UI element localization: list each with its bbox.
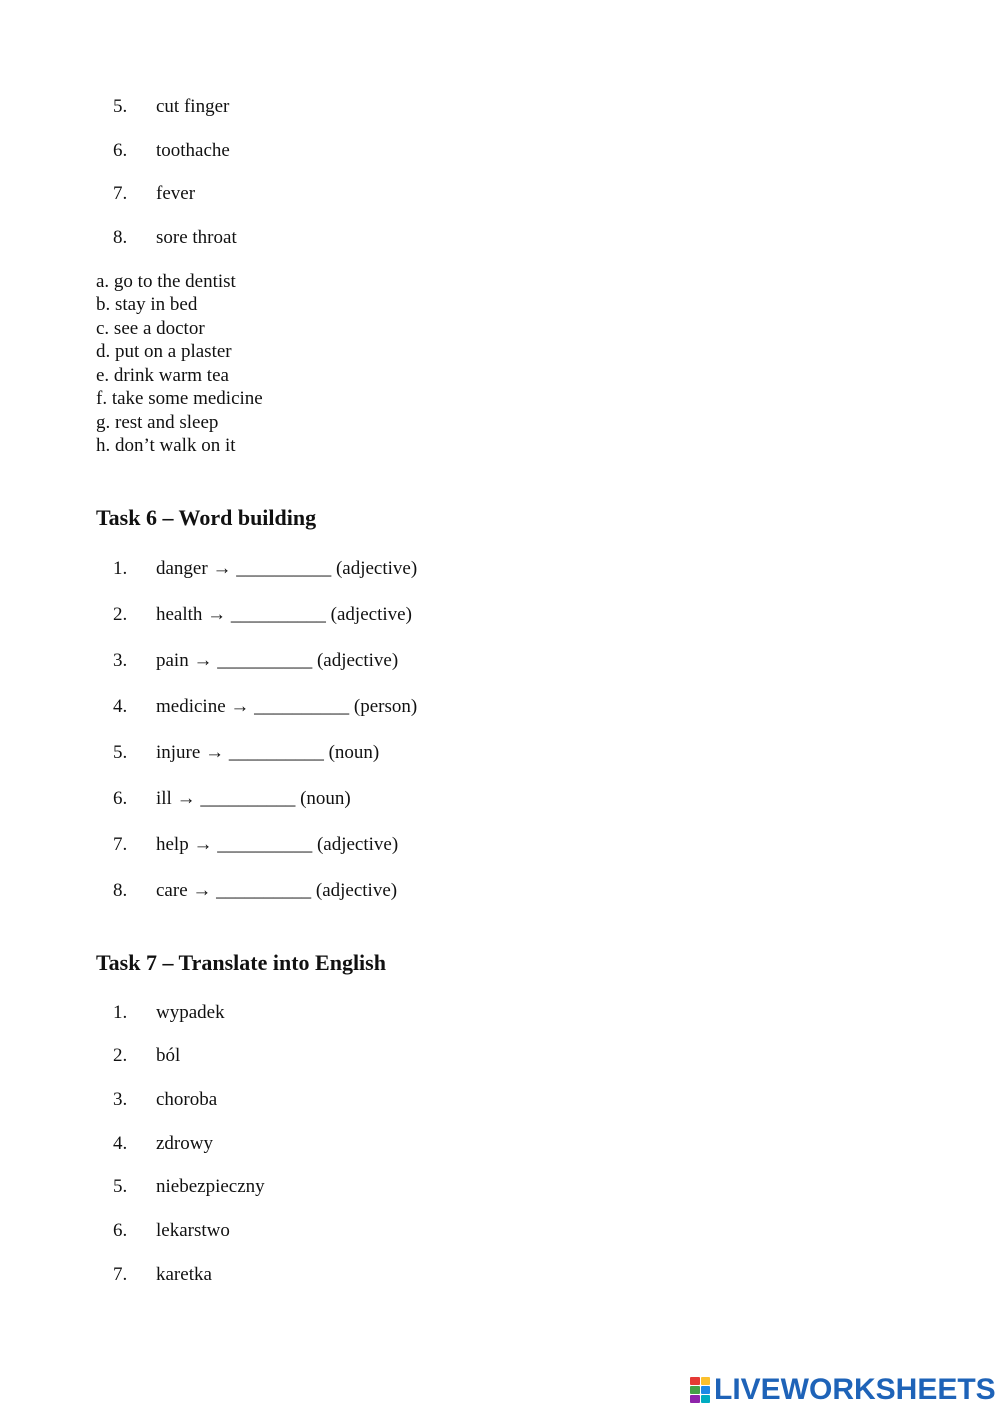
task5-item-number: 8.	[113, 227, 128, 248]
logo-tile	[701, 1395, 711, 1403]
task5-item-text: sore throat	[156, 227, 237, 248]
task6-item-number: 3.	[113, 650, 128, 671]
task7-item-text: lekarstwo	[156, 1220, 230, 1241]
logo-tile	[701, 1377, 711, 1385]
option-d: d. put on a plaster	[96, 341, 232, 362]
task7-item-number: 7.	[113, 1264, 128, 1285]
task7-item-number: 1.	[113, 1002, 128, 1023]
task6-item-text: injure → __________ (noun)	[156, 742, 380, 763]
task5-item-text: cut finger	[156, 96, 230, 117]
task7-item-text: niebezpieczny	[156, 1176, 265, 1197]
task6-item-text: medicine → __________ (person)	[156, 696, 418, 717]
task7-item-number: 6.	[113, 1220, 128, 1241]
task5-item-number: 7.	[113, 183, 128, 204]
task7-item-number: 2.	[113, 1045, 128, 1066]
task7-item-text: ból	[156, 1045, 181, 1066]
task6-item-text: danger → __________ (adjective)	[156, 558, 418, 579]
task7-item-number: 4.	[113, 1133, 128, 1154]
task7-item-number: 5.	[113, 1176, 128, 1197]
task7-item-text: zdrowy	[156, 1133, 213, 1154]
task6-item-number: 5.	[113, 742, 128, 763]
task5-item-number: 6.	[113, 140, 128, 161]
task6-item-number: 6.	[113, 788, 128, 809]
task7-heading: Task 7 – Translate into English	[96, 950, 386, 975]
task7-item-text: choroba	[156, 1089, 218, 1110]
option-g: g. rest and sleep	[96, 412, 219, 433]
option-a: a. go to the dentist	[96, 271, 236, 292]
task5-item-text: toothache	[156, 140, 230, 161]
task7-item-text: wypadek	[156, 1002, 225, 1023]
task6-item-number: 7.	[113, 834, 128, 855]
task6-item-number: 2.	[113, 604, 128, 625]
liveworksheets-logo[interactable]	[690, 1374, 996, 1406]
option-h: h. don’t walk on it	[96, 435, 236, 456]
logo-tile	[701, 1386, 711, 1394]
task7-item-text: karetka	[156, 1264, 212, 1285]
task6-heading: Task 6 – Word building	[96, 505, 317, 530]
task6-item-number: 8.	[113, 880, 128, 901]
option-e: e. drink warm tea	[96, 365, 229, 386]
option-c: c. see a doctor	[96, 318, 205, 339]
logo-tile	[690, 1386, 700, 1394]
task6-item-text: health → __________ (adjective)	[156, 604, 412, 625]
task6-item-number: 1.	[113, 558, 128, 579]
logo-tile	[690, 1395, 700, 1403]
task6-item-text: care → __________ (adjective)	[156, 880, 398, 901]
task6-item-number: 4.	[113, 696, 128, 717]
logo-mark-icon	[690, 1377, 710, 1403]
logo-text: LIVEWORKSHEETS	[714, 1373, 996, 1406]
task7-item-number: 3.	[113, 1089, 128, 1110]
logo-tile	[690, 1377, 700, 1385]
task6-item-text: ill → __________ (noun)	[156, 788, 351, 809]
task6-item-text: help → __________ (adjective)	[156, 834, 399, 855]
task6-item-text: pain → __________ (adjective)	[156, 650, 399, 671]
option-b: b. stay in bed	[96, 294, 198, 315]
task5-item-text: fever	[156, 183, 196, 204]
task5-item-number: 5.	[113, 96, 128, 117]
option-f: f. take some medicine	[96, 388, 263, 409]
